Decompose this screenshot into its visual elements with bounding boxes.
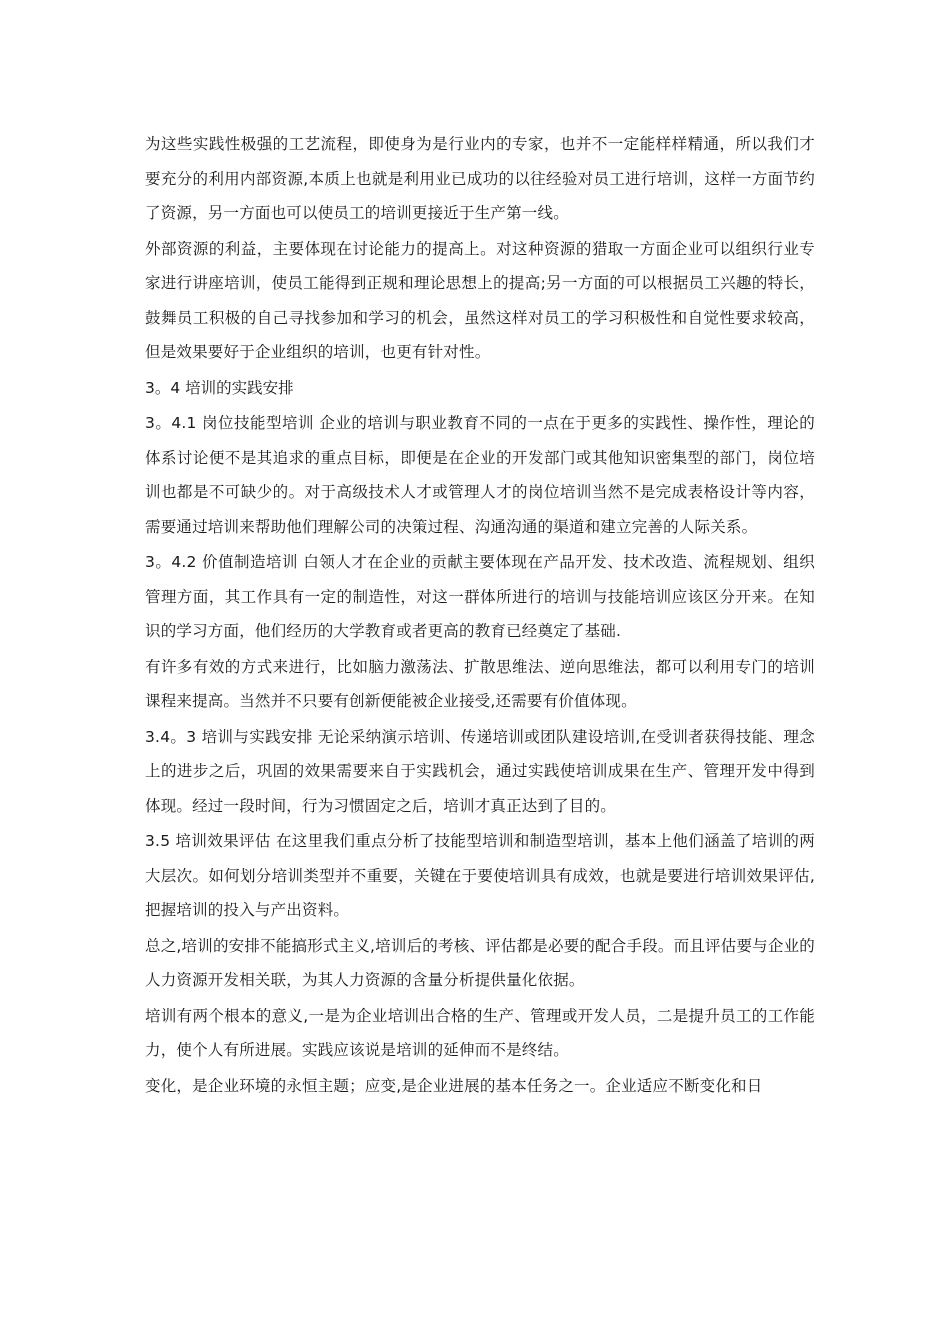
paragraph-3-5: 3.5 培训效果评估 在这里我们重点分析了技能型培训和制造型培训，基本上他们涵盖了培训的两大层次。如何划分培训类型并不重要，关键在于要使培训具有成效，也就是要进行培训效果评估,把握培训的投入与产出资料。 (145, 832, 815, 919)
paragraph-significance: 培训有两个根本的意义,一是为企业培训出合格的生产、管理或开发人员，二是提升员工的工作能力，使个人有所进展。实践应该说是培训的延伸而不是终结。 (145, 1006, 815, 1059)
paragraph-summary: 总之,培训的安排不能搞形式主义,培训后的考核、评估都是必要的配合手段。而且评估要与企业的人力资源开发相关联，为其人力资源的含量分析提供量化依据。 (145, 936, 815, 989)
document-body (145, 127, 815, 1104)
paragraph-3-4-1: 3。4.1 岗位技能型培训 企业的培训与职业教育不同的一点在于更多的实践性、操作性，理论的体系讨论便不是其追求的重点目标，即便是在企业的开发部门或其他知识密集型的部门，岗位培训也都是不可缺少的。对于高级技术人才或管理人才的岗位培训当然不是完成表格设计等内容，需要通过培训来帮助他们理解公司的决策过程、沟通沟通的渠道和建立完善的人际关系。 (145, 414, 815, 536)
paragraph-external-resources: 外部资源的利益，主要体现在讨论能力的提高上。对这种资源的猎取一方面企业可以组织行业专家进行讲座培训，使员工能得到正规和理论思想上的提高;另一方面的可以根据员工兴趣的特长，鼓舞员工积极的自己寻找参加和学习的机会，虽然这样对员工的学习积极性和自觉性要求较高，但是效果要好于企业组织的培训，也更有针对性。 (145, 239, 815, 361)
paragraph-3-4-3: 3.4。3 培训与实践安排 无论采纳演示培训、传递培训或团队建设培训,在受训者获得技能、理念上的进步之后，巩固的效果需要来自于实践机会，通过实践使培训成果在生产、管理开发中得到体现。经过一段时间，行为习惯固定之后，培训才真正达到了目的。 (145, 727, 815, 815)
paragraph-change: 变化，是企业环境的永恒主题；应变,是企业进展的基本任务之一。企业适应不断变化和日 (145, 1076, 763, 1095)
section-heading-3-4: 3。4 培训的实践安排 (145, 378, 294, 397)
paragraph-methods: 有许多有效的方式来进行，比如脑力激荡法、扩散思维法、逆向思维法，都可以利用专门的培训课程来提高。当然并不只要有创新便能被企业接受,还需要有价值体现。 (145, 657, 815, 710)
paragraph-internal-resources: 为这些实践性极强的工艺流程，即使身为是行业内的专家，也并不一定能样样精通，所以我们才要充分的利用内部资源,本质上也就是利用业已成功的以往经验对员工进行培训，这样一方面节约了资源，另一方面也可以使员工的培训更接近于生产第一线。 (145, 135, 815, 222)
paragraph-3-4-2: 3。4.2 价值制造培训 白领人才在企业的贡献主要体现在产品开发、技术改造、流程规划、组织管理方面，其工作具有一定的制造性，对这一群体所进行的培训与技能培训应该区分开来。在知识的学习方面，他们经历的大学教育或者更高的教育已经奠定了基础. (145, 553, 815, 640)
